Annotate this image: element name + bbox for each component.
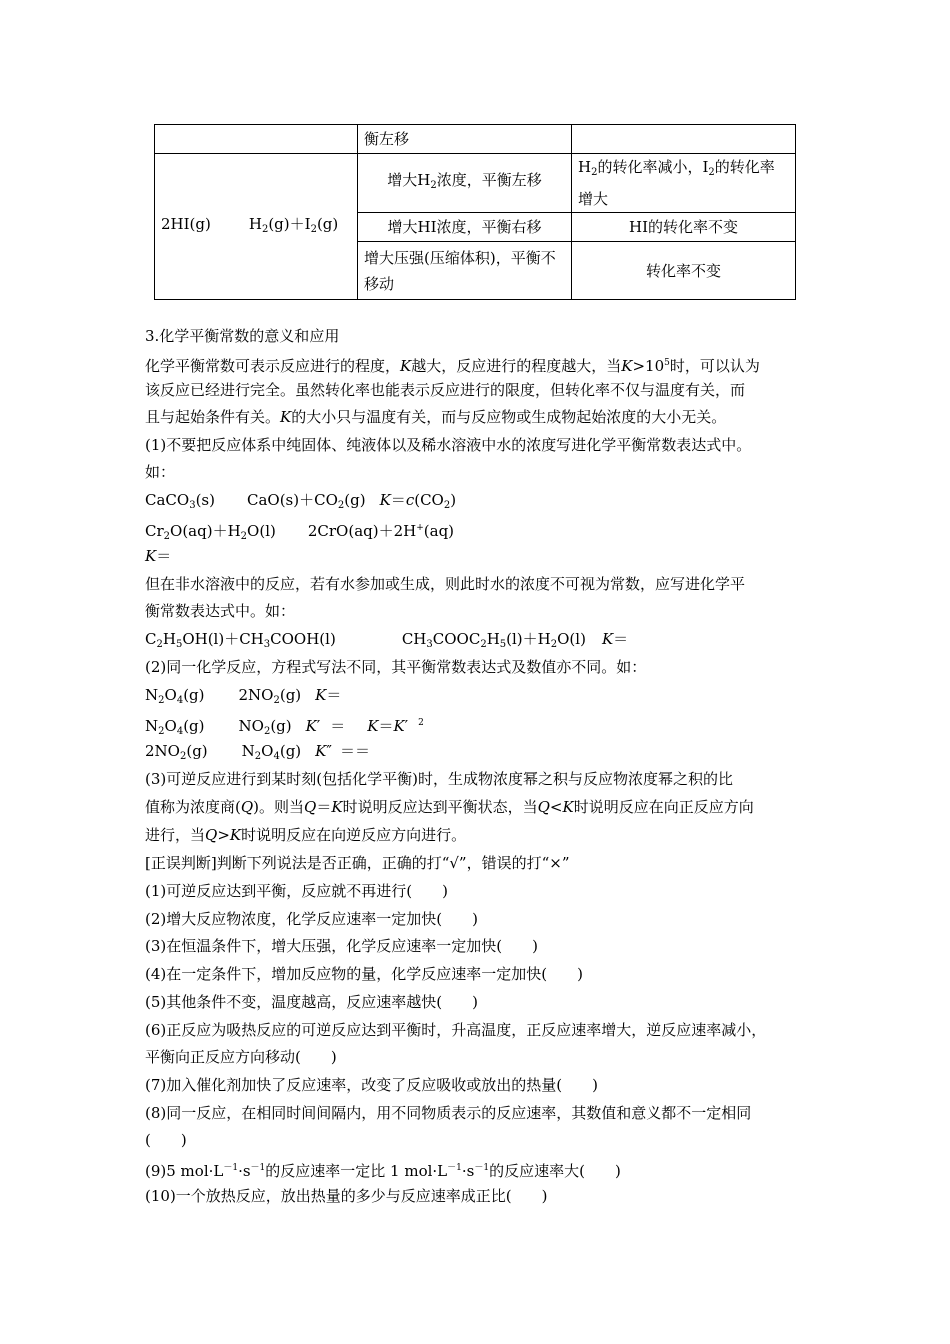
equation-line: $C_2H_5OH(l)+CH_3COOH(l)$ $CH_3COOC_2H_5(l)+H_2O(l)$ K＝ <box>145 630 629 650</box>
table-cell: 转化率不变 <box>572 242 796 300</box>
paragraph-line: 但在非水溶液中的反应，若有水参加或生成，则此时水的浓度不可视为常数，应写进化学平 <box>145 575 746 593</box>
section-title: 3.化学平衡常数的意义和应用 <box>145 327 340 345</box>
paragraph-line: 化学平衡常数可表示反应进行的程度，K越大，反应进行的程度越大，当$K>10^5$时，可以认为 <box>145 357 760 375</box>
question-item: (6)正反应为吸热反应的可逆反应达到平衡时，升高温度，正反应速率增大，逆反应速率减小， <box>145 1021 767 1039</box>
paragraph-line: 值称为浓度商(Q)。则当Q＝K时说明反应达到平衡状态，当Q<K时说明反应在向正反应方向 <box>145 798 754 816</box>
question-item: (4)在一定条件下，增加反应物的量，化学反应速率一定加快( ) <box>145 965 583 983</box>
reaction-cell <box>155 154 358 300</box>
paragraph-line: 进行，当Q>K时说明反应在向逆反应方向进行。 <box>145 826 467 844</box>
table-cell: 增大压强(压缩体积)，平衡不移动 <box>358 242 572 300</box>
table-cell: 增大$H_2$浓度，平衡左移 <box>358 154 572 213</box>
cell-text: 衡左移 <box>364 130 410 148</box>
question-item: (8)同一反应，在相同时间间隔内，用不同物质表示的反应速率，其数值和意义都不一定相同 <box>145 1104 752 1122</box>
equation-line: $N_2O_4(g)$ $NO_2(g) K' = K=K'$ $^2$ <box>145 717 424 737</box>
question-item: (3)在恒温条件下，增大压强，化学反应速率一定加快( ) <box>145 937 538 955</box>
table-cell <box>155 125 358 154</box>
equilibrium-table <box>154 124 796 300</box>
paragraph-line: 该反应已经进行完全。虽然转化率也能表示反应进行的限度，但转化率不仅与温度有关，而 <box>145 381 746 399</box>
judge-heading: [正误判断]判断下列说法是否正确，正确的打“√”，错误的打“×” <box>145 854 570 872</box>
question-item: (9)5 $mol\cdot L^{-1}\cdot s^{-1}$的反应速率一定比 1 $mol\cdot L^{-1}\cdot s^{-1}$的反应速率大( ) <box>145 1162 621 1180</box>
question-item: (2)增大反应物浓度，化学反应速率一定加快( ) <box>145 910 478 928</box>
question-item: (1)可逆反应达到平衡，反应就不再进行( ) <box>145 882 448 900</box>
question-item: ( ) <box>145 1131 187 1149</box>
equation-line: CaCO$_3$(s) $CaO(s)+CO_2(g)$ $K=c(CO_2)$ <box>145 491 457 511</box>
question-item: 平衡向正反应方向移动( ) <box>145 1048 337 1066</box>
table-cell: $H_2$的转化率减小，$I_2$的转化率增大 <box>572 154 796 213</box>
equation-line: $N_2O_4(g)$ $2NO_2(g)$ K＝ <box>145 686 342 706</box>
paragraph-line: (3)可逆反应进行到某时刻(包括化学平衡)时，生成物浓度幂之积与反应物浓度幂之积的比 <box>145 770 733 788</box>
reaction-lhs: 2HI(g) <box>161 214 211 233</box>
equation-line: $2NO_2(g)$ $N_2O_4(g) K''$ ＝＝ <box>145 742 370 762</box>
paragraph-line: 且与起始条件有关。K的大小只与温度有关，而与反应物或生成物起始浓度的大小无关。 <box>145 408 727 426</box>
table-cell: 增大HI浓度，平衡右移 <box>358 213 572 242</box>
paragraph-line: (1)不要把反应体系中纯固体、纯液体以及稀水溶液中水的浓度写进化学平衡常数表达式中。 <box>145 436 752 454</box>
question-item: (7)加入催化剂加快了反应速率，改变了反应吸收或放出的热量( ) <box>145 1076 598 1094</box>
question-item: (10)一个放热反应，放出热量的多少与反应速率成正比( ) <box>145 1187 548 1205</box>
table-cell <box>358 125 572 154</box>
paragraph-line: 衡常数表达式中。如： <box>145 602 296 620</box>
equation-line: $Cr_2O(aq)+H_2O(l)$ 2CrO(aq)＋2H+(aq) <box>145 522 455 542</box>
paragraph-line: (2)同一化学反应，方程式写法不同，其平衡常数表达式及数值亦不同。如： <box>145 658 647 676</box>
question-item: (5)其他条件不变，温度越高，反应速率越快( ) <box>145 993 478 1011</box>
table-cell: HI的转化率不变 <box>572 213 796 242</box>
equation-line: K＝ <box>145 547 172 565</box>
paragraph-line: 如： <box>145 463 176 481</box>
table-cell <box>572 125 796 154</box>
reaction-rhs: $H_2(g)+I_2(g)$ <box>248 214 339 235</box>
